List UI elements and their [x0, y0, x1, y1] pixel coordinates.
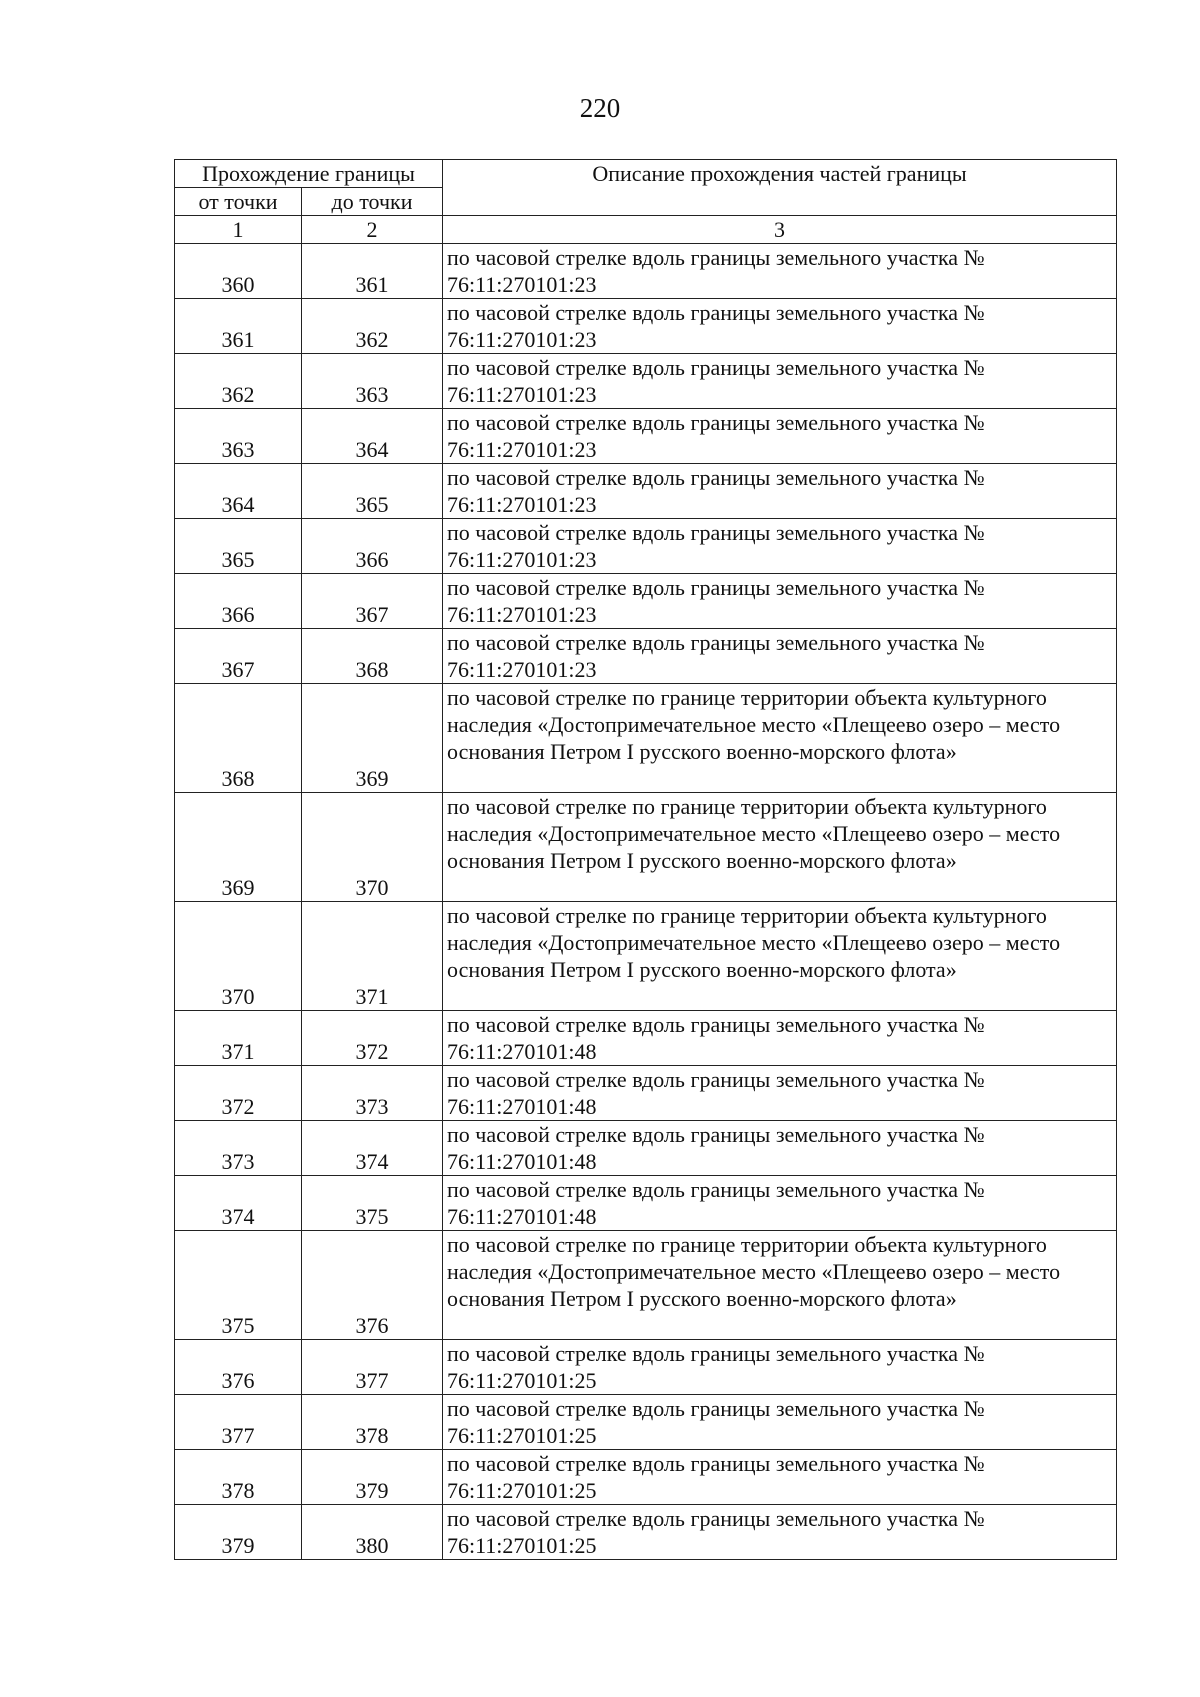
- description-cell: по часовой стрелке вдоль границы земельного участка № 76:11:270101:48: [443, 1066, 1117, 1121]
- to-point-cell: 377: [302, 1340, 443, 1395]
- header-to-point: до точки: [302, 188, 443, 216]
- from-point-cell: 361: [175, 299, 302, 354]
- table-row: [175, 354, 1117, 409]
- to-point-cell: 362: [302, 299, 443, 354]
- from-point-cell: 364: [175, 464, 302, 519]
- description-cell: по часовой стрелке вдоль границы земельного участка № 76:11:270101:25: [443, 1505, 1117, 1560]
- to-point-cell: 367: [302, 574, 443, 629]
- description-cell: по часовой стрелке вдоль границы земельного участка № 76:11:270101:23: [443, 299, 1117, 354]
- description-cell: по часовой стрелке вдоль границы земельного участка № 76:11:270101:48: [443, 1176, 1117, 1231]
- to-point-cell: 373: [302, 1066, 443, 1121]
- table-row: [175, 464, 1117, 519]
- to-point-cell: 378: [302, 1395, 443, 1450]
- from-point-cell: 378: [175, 1450, 302, 1505]
- description-cell: по часовой стрелке вдоль границы земельного участка № 76:11:270101:23: [443, 354, 1117, 409]
- from-point-cell: 366: [175, 574, 302, 629]
- description-cell: по часовой стрелке вдоль границы земельного участка № 76:11:270101:25: [443, 1395, 1117, 1450]
- from-point-cell: 373: [175, 1121, 302, 1176]
- from-point-cell: 377: [175, 1395, 302, 1450]
- from-point-cell: 371: [175, 1011, 302, 1066]
- from-point-cell: 369: [175, 793, 302, 902]
- to-point-cell: 365: [302, 464, 443, 519]
- table-row: [175, 1231, 1117, 1340]
- to-point-cell: 361: [302, 244, 443, 299]
- to-point-cell: 379: [302, 1450, 443, 1505]
- header-col-2-number: 2: [302, 216, 443, 244]
- to-point-cell: 366: [302, 519, 443, 574]
- table-row: [175, 574, 1117, 629]
- from-point-cell: 367: [175, 629, 302, 684]
- table-row: [175, 1340, 1117, 1395]
- table-row: [175, 902, 1117, 1011]
- table-row: [175, 1176, 1117, 1231]
- table-row: [175, 1011, 1117, 1066]
- from-point-cell: 375: [175, 1231, 302, 1340]
- header-col-1-number: 1: [175, 216, 302, 244]
- from-point-cell: 374: [175, 1176, 302, 1231]
- to-point-cell: 375: [302, 1176, 443, 1231]
- from-point-cell: 370: [175, 902, 302, 1011]
- description-cell: по часовой стрелке по границе территории объекта культурного наследия «Достопримечательное место «Плещеево озеро – место основания Петром I русского военно-морского флота»: [443, 684, 1117, 793]
- description-cell: по часовой стрелке по границе территории объекта культурного наследия «Достопримечательное место «Плещеево озеро – место основания Петром I русского военно-морского флота»: [443, 902, 1117, 1011]
- to-point-cell: 376: [302, 1231, 443, 1340]
- from-point-cell: 379: [175, 1505, 302, 1560]
- to-point-cell: 363: [302, 354, 443, 409]
- to-point-cell: 374: [302, 1121, 443, 1176]
- description-cell: по часовой стрелке вдоль границы земельного участка № 76:11:270101:23: [443, 409, 1117, 464]
- table-row: [175, 1395, 1117, 1450]
- table-row: [175, 684, 1117, 793]
- description-cell: по часовой стрелке по границе территории объекта культурного наследия «Достопримечательное место «Плещеево озеро – место основания Петром I русского военно-морского флота»: [443, 1231, 1117, 1340]
- table-row: [175, 629, 1117, 684]
- description-cell: по часовой стрелке вдоль границы земельного участка № 76:11:270101:48: [443, 1011, 1117, 1066]
- to-point-cell: 370: [302, 793, 443, 902]
- header-col-3-number: 3: [443, 216, 1117, 244]
- table-row: [175, 1505, 1117, 1560]
- table-row: [175, 793, 1117, 902]
- table-row: [175, 299, 1117, 354]
- header-from-point: от точки: [175, 188, 302, 216]
- from-point-cell: 365: [175, 519, 302, 574]
- table-row: [175, 1450, 1117, 1505]
- table-header: [175, 160, 1117, 244]
- description-cell: по часовой стрелке вдоль границы земельного участка № 76:11:270101:25: [443, 1340, 1117, 1395]
- to-point-cell: 372: [302, 1011, 443, 1066]
- from-point-cell: 360: [175, 244, 302, 299]
- page-number: 220: [579, 93, 621, 123]
- table-row: [175, 409, 1117, 464]
- table-row: [175, 519, 1117, 574]
- description-cell: по часовой стрелке вдоль границы земельного участка № 76:11:270101:23: [443, 519, 1117, 574]
- to-point-cell: 364: [302, 409, 443, 464]
- to-point-cell: 380: [302, 1505, 443, 1560]
- description-cell: по часовой стрелке по границе территории объекта культурного наследия «Достопримечательное место «Плещеево озеро – место основания Петром I русского военно-морского флота»: [443, 793, 1117, 902]
- description-cell: по часовой стрелке вдоль границы земельного участка № 76:11:270101:25: [443, 1450, 1117, 1505]
- table-row: [175, 1121, 1117, 1176]
- description-cell: по часовой стрелке вдоль границы земельного участка № 76:11:270101:23: [443, 464, 1117, 519]
- table-row: [175, 1066, 1117, 1121]
- table-body: [175, 244, 1117, 1560]
- description-cell: по часовой стрелке вдоль границы земельного участка № 76:11:270101:23: [443, 244, 1117, 299]
- table-row: [175, 244, 1117, 299]
- from-point-cell: 362: [175, 354, 302, 409]
- description-cell: по часовой стрелке вдоль границы земельного участка № 76:11:270101:48: [443, 1121, 1117, 1176]
- boundary-table: [174, 159, 1117, 1560]
- from-point-cell: 363: [175, 409, 302, 464]
- description-cell: по часовой стрелке вдоль границы земельного участка № 76:11:270101:23: [443, 574, 1117, 629]
- to-point-cell: 368: [302, 629, 443, 684]
- to-point-cell: 371: [302, 902, 443, 1011]
- header-description: Описание прохождения частей границы: [443, 160, 1117, 216]
- from-point-cell: 376: [175, 1340, 302, 1395]
- from-point-cell: 368: [175, 684, 302, 793]
- to-point-cell: 369: [302, 684, 443, 793]
- from-point-cell: 372: [175, 1066, 302, 1121]
- description-cell: по часовой стрелке вдоль границы земельного участка № 76:11:270101:23: [443, 629, 1117, 684]
- header-boundary-passage: Прохождение границы: [175, 160, 443, 188]
